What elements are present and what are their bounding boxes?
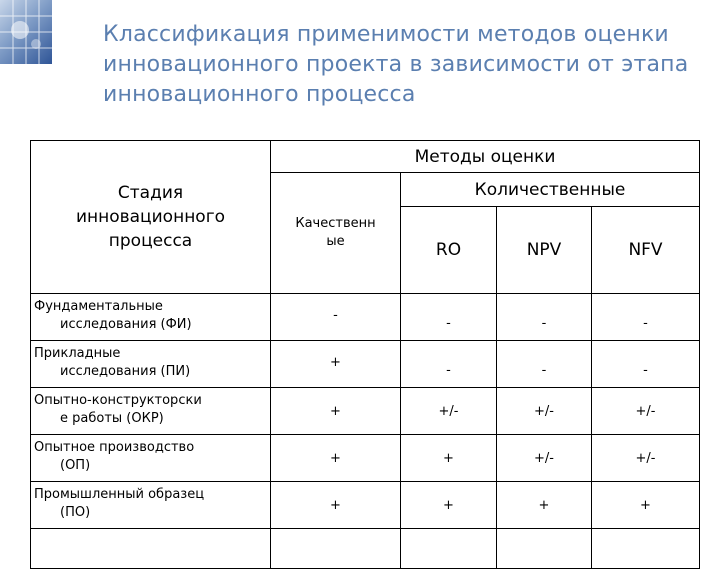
cell-qualitative: +: [271, 482, 401, 529]
col-header-npv: NPV: [497, 207, 592, 294]
cell-nfv: +/-: [592, 435, 700, 482]
cell-ro: +: [401, 435, 497, 482]
cell-ro: -: [401, 294, 497, 341]
table-row: [31, 341, 700, 388]
cell-npv: [497, 529, 592, 569]
slide-title: Классификация применимости методов оценки инновационного проекта в зависимости от этапа инновационного процесса: [103, 22, 689, 107]
cell-qualitative: +: [271, 388, 401, 435]
table-row: [31, 388, 700, 435]
classification-table: [30, 140, 700, 569]
cell-npv: -: [497, 294, 592, 341]
row-stage-label: Прикладные исследования (ПИ): [31, 341, 271, 388]
qualitative-header: Качественн ые: [271, 173, 401, 294]
row-stage-label: Фундаментальные исследования (ФИ): [31, 294, 271, 341]
logo: [0, 0, 52, 64]
row-stage-label: Опытно-конструкторски е работы (ОКР): [31, 388, 271, 435]
cell-qualitative: -: [271, 294, 401, 341]
row-stage-label: Опытное производство (ОП): [31, 435, 271, 482]
cell-ro: +: [401, 482, 497, 529]
cell-nfv: [592, 529, 700, 569]
col-header-nfv: NFV: [592, 207, 700, 294]
cell-nfv: +: [592, 482, 700, 529]
table-row: [31, 435, 700, 482]
cell-npv: -: [497, 341, 592, 388]
cell-npv: +: [497, 482, 592, 529]
quantitative-header: Количественные: [401, 173, 700, 207]
row-stage-label: [31, 529, 271, 569]
table-row: [31, 294, 700, 341]
cell-qualitative: [271, 529, 401, 569]
stage-header: Стадия инновационного процесса: [31, 141, 271, 294]
cell-ro: [401, 529, 497, 569]
cell-qualitative: +: [271, 341, 401, 388]
cell-ro: -: [401, 341, 497, 388]
cell-qualitative: +: [271, 435, 401, 482]
table-row: [31, 482, 700, 529]
methods-header: Методы оценки: [271, 141, 700, 173]
cell-nfv: -: [592, 294, 700, 341]
cell-nfv: +/-: [592, 388, 700, 435]
cell-npv: +/-: [497, 435, 592, 482]
cell-ro: +/-: [401, 388, 497, 435]
table-row-partial: [31, 529, 700, 569]
col-header-ro: RO: [401, 207, 497, 294]
cell-npv: +/-: [497, 388, 592, 435]
cell-nfv: -: [592, 341, 700, 388]
row-stage-label: Промышленный образец (ПО): [31, 482, 271, 529]
